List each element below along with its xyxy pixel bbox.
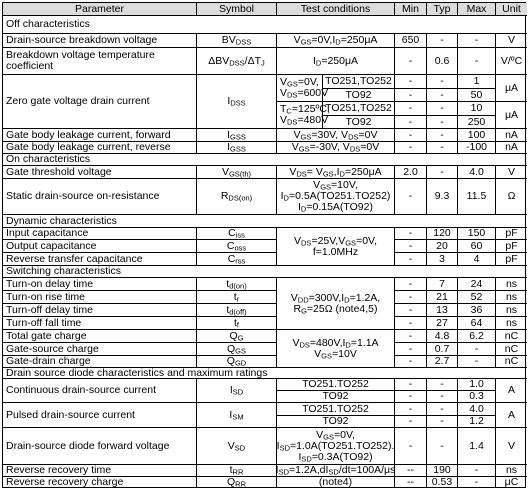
min-vsd: - <box>395 428 427 465</box>
typ-idss-3: - <box>427 102 458 116</box>
max-bvdss: - <box>458 34 496 48</box>
header-unit: Unit <box>496 3 527 16</box>
min-coss: - <box>395 240 427 253</box>
formatted-text: $V_{GS}=-30V$, $V_{DS}=0V$ <box>291 141 380 154</box>
formatted-text: (note4) <box>318 476 353 488</box>
typ-tdon: 7 <box>427 278 458 291</box>
header-min: Min <box>395 3 427 16</box>
param-reverse-recovery-time: Reverse recovery time <box>3 465 197 477</box>
min-rdson: - <box>395 179 427 215</box>
param-diode-forward-voltage: Drain-source diode forward voltage <box>3 428 197 465</box>
param-gate-leakage-reverse: Gate body leakage current, reverse <box>3 142 197 154</box>
param-breakdown-temp-coeff: Breakdown voltage temperature coefficient <box>3 48 197 75</box>
max-idss-2: 50 <box>458 89 496 102</box>
condition-vsd <box>277 428 395 465</box>
formatted-text: $I_{SM}$ <box>229 408 244 421</box>
typ-coss: 20 <box>427 240 458 253</box>
min-idss-4: - <box>395 116 427 129</box>
max-igss-reverse: -100 <box>458 142 496 154</box>
header-parameter: Parameter <box>3 3 197 16</box>
param-input-capacitance: Input capacitance <box>3 228 197 240</box>
formatted-text: $Q_G$ <box>229 329 244 342</box>
formatted-text: $V_{GS}=30V$, $V_{DS}=0V$ <box>293 128 378 141</box>
param-gate-source-charge: Gate-source charge <box>3 343 197 356</box>
package-idss-1: TO251,TO252 <box>323 75 395 89</box>
max-trr: - <box>458 465 496 477</box>
unit-tdoff: ns <box>496 304 527 317</box>
package-ism-2: TO92 <box>277 416 395 428</box>
section-diode-characteristics: Drain source diode characteristics and maximum ratings <box>3 368 527 379</box>
symbol-crss <box>197 253 277 266</box>
section-on-characteristics: On characteristics <box>3 154 527 166</box>
condition-idss-hot <box>277 102 330 129</box>
formatted-text: $t_r$ <box>233 290 240 303</box>
symbol-coss <box>197 240 277 253</box>
formatted-text: $C_{iss}$ <box>228 227 245 240</box>
param-breakdown-voltage: Drain-source breakdown voltage <box>3 34 197 48</box>
typ-tf: 27 <box>427 317 458 330</box>
max-tr: 52 <box>458 291 496 304</box>
typ-qgd: 2.7 <box>427 356 458 368</box>
unit-qgs: nC <box>496 343 527 356</box>
min-ism-1: - <box>395 403 427 416</box>
unit-vgsth: V <box>496 166 527 179</box>
min-vgsth: 2.0 <box>395 166 427 179</box>
param-rdson: Static drain-source on-resistance <box>3 179 197 215</box>
min-idss-2: - <box>395 89 427 102</box>
typ-qgs: 0.7 <box>427 343 458 356</box>
symbol-trr <box>197 465 277 477</box>
electrical-characteristics-table <box>2 2 526 488</box>
formatted-text: $V_{DD}=300V,I_D=1.2A$, $R_G=25\Omega$ (note4,5) <box>290 291 381 315</box>
formatted-text: $C_{oss}$ <box>226 239 247 252</box>
param-turn-on-delay: Turn-on delay time <box>3 278 197 291</box>
condition-switching <box>277 278 395 330</box>
typ-ism-2: - <box>427 416 458 428</box>
unit-idss-hot: μA <box>496 102 527 129</box>
unit-igss-reverse: nA <box>496 142 527 154</box>
unit-idss-room: μA <box>496 75 527 102</box>
formatted-text: $Q_{RR}$ <box>226 476 246 489</box>
unit-tr: ns <box>496 291 527 304</box>
unit-trr: ns <box>496 465 527 477</box>
formatted-text: $t_{RR}$ <box>229 464 244 477</box>
package-ism-1: TO251.TO252 <box>277 403 395 416</box>
symbol-qgs <box>197 343 277 356</box>
unit-bvtc: V/ºC <box>496 48 527 75</box>
unit-ism: A <box>496 403 527 428</box>
min-ism-2: - <box>395 416 427 428</box>
param-pulsed-current: Pulsed drain-source current <box>3 403 197 428</box>
param-turn-off-delay: Turn-off delay time <box>3 304 197 317</box>
formatted-text: $V_{GS(th)}$ <box>221 165 252 178</box>
formatted-text: $I_D=250\mu A$ <box>312 54 359 67</box>
param-reverse-transfer-capacitance: Reverse transfer capacitance <box>3 253 197 266</box>
typ-tr: 21 <box>427 291 458 304</box>
param-total-gate-charge: Total gate charge <box>3 330 197 343</box>
min-igss-forward: - <box>395 129 427 142</box>
max-vgsth: 4.0 <box>458 166 496 179</box>
max-tf: 64 <box>458 317 496 330</box>
max-qgs: - <box>458 343 496 356</box>
symbol-tdoff <box>197 304 277 317</box>
typ-idss-2: - <box>427 89 458 102</box>
max-qgd: - <box>458 356 496 368</box>
max-ism-1: 4.0 <box>458 403 496 416</box>
typ-bvdss: - <box>427 34 458 48</box>
formatted-text: $I_{SD}$ <box>229 384 244 397</box>
symbol-isd <box>197 379 277 403</box>
unit-qgd: nC <box>496 356 527 368</box>
max-isd-1: 1.0 <box>458 379 496 391</box>
max-rdson: 11.5 <box>458 179 496 215</box>
typ-igss-reverse: - <box>427 142 458 154</box>
typ-bvtc: 0.6 <box>427 48 458 75</box>
condition-capacitance <box>277 228 395 266</box>
package-idss-4: TO92 <box>323 116 395 129</box>
symbol-tdon <box>197 278 277 291</box>
symbol-bvtc <box>197 48 277 75</box>
max-idss-1: 1 <box>458 75 496 89</box>
section-switching-characteristics: Switching characteristics <box>3 266 527 278</box>
min-bvdss: 650 <box>395 34 427 48</box>
typ-ism-1: - <box>427 403 458 416</box>
formatted-text: $V_{GS}=0V,I_D=250\mu A$ <box>293 34 378 47</box>
package-idss-2: TO92 <box>323 89 395 102</box>
symbol-tr <box>197 291 277 304</box>
unit-ciss: pF <box>496 228 527 240</box>
package-isd-2: TO92 <box>277 391 395 403</box>
unit-isd: A <box>496 379 527 403</box>
unit-bvdss: V <box>496 34 527 48</box>
typ-crss: 3 <box>427 253 458 266</box>
min-idss-3: - <box>395 102 427 116</box>
min-trr: -- <box>395 465 427 477</box>
condition-gate-charge <box>277 330 395 368</box>
typ-idss-1: - <box>427 75 458 89</box>
min-igss-reverse: - <box>395 142 427 154</box>
param-gate-leakage-forward: Gate body leakage current, forward <box>3 129 197 142</box>
max-ciss: 150 <box>458 228 496 240</box>
symbol-rdson <box>197 179 277 215</box>
symbol-tf <box>197 317 277 330</box>
max-vsd: 1.4 <box>458 428 496 465</box>
param-reverse-recovery-charge: Reverse recovery charge <box>3 477 197 488</box>
condition-igss-reverse <box>277 142 395 154</box>
typ-vsd: - <box>427 428 458 465</box>
section-off-characteristics: Off characteristics <box>3 16 527 34</box>
formatted-text: $I_{GSS}$ <box>227 141 246 154</box>
min-tdon: - <box>395 278 427 291</box>
unit-coss: pF <box>496 240 527 253</box>
min-tr: - <box>395 291 427 304</box>
param-gate-threshold: Gate threshold voltage <box>3 166 197 179</box>
typ-isd-1: - <box>427 379 458 391</box>
formatted-text: $BV_{DSS}$ <box>221 34 252 47</box>
formatted-text: $V_{DS}=25V,V_{GS}=0V$, f=1.0MHz <box>294 234 377 258</box>
max-tdoff: 36 <box>458 304 496 317</box>
max-idss-3: 10 <box>458 102 496 116</box>
min-qg: - <box>395 330 427 343</box>
formatted-text: $V_{DS}= V_{GS},I_D=250\mu A$ <box>289 165 382 178</box>
min-bvtc: - <box>395 48 427 75</box>
formatted-text: $t_f$ <box>233 316 239 329</box>
min-isd-1: - <box>395 379 427 391</box>
condition-idss-room <box>277 75 329 102</box>
formatted-text: $I_{SD}=1.2A,dI_{SD}/dt=100A/\mu s$ <box>275 464 396 477</box>
condition-qrr <box>277 477 395 488</box>
max-qrr: - <box>458 477 496 488</box>
condition-bvtc <box>277 48 395 75</box>
param-gate-drain-charge: Gate-drain charge <box>3 356 197 368</box>
formatted-text: $R_{DS(on)}$ <box>220 190 253 203</box>
formatted-text: $V_{GS}=0V$, $I_{SD}=1.0A(TO251.TO252)$. $I_{SD}=0.3A(TO92)$ <box>276 428 395 463</box>
unit-igss-forward: nA <box>496 129 527 142</box>
symbol-bvdss <box>197 34 277 48</box>
symbol-vsd <box>197 428 277 465</box>
typ-qg: 4.8 <box>427 330 458 343</box>
param-turn-off-fall: Turn-off fall time <box>3 317 197 330</box>
max-idss-4: 250 <box>458 116 496 129</box>
typ-qrr: 0.53 <box>427 477 458 488</box>
typ-vgsth: - <box>427 166 458 179</box>
param-output-capacitance: Output capacitance <box>3 240 197 253</box>
symbol-idss <box>197 75 277 129</box>
symbol-ciss <box>197 228 277 240</box>
unit-crss: pF <box>496 253 527 266</box>
package-idss-3: TO251,TO252 <box>323 102 395 116</box>
condition-vgsth <box>277 166 395 179</box>
header-typ: Typ <box>427 3 458 16</box>
min-isd-2: - <box>395 391 427 403</box>
header-symbol: Symbol <box>197 3 277 16</box>
symbol-qg <box>197 330 277 343</box>
min-qgs: - <box>395 343 427 356</box>
symbol-vgsth <box>197 166 277 179</box>
header-max: Max <box>458 3 496 16</box>
typ-idss-4: - <box>427 116 458 129</box>
formatted-text: $I_{GSS}$ <box>227 128 246 141</box>
unit-qrr: μC <box>504 476 519 488</box>
formatted-text: $Q_{GD}$ <box>226 355 247 368</box>
formatted-text: $C_{rss}$ <box>227 252 246 265</box>
min-crss: - <box>395 253 427 266</box>
min-ciss: - <box>395 228 427 240</box>
symbol-qrr <box>197 477 277 488</box>
max-ism-2: 1.2 <box>458 416 496 428</box>
formatted-text: $V_{GS}=10V$, $I_D=0.5A(TO251.TO252)$ $I_D=0.15A(TO92)$ <box>280 179 391 214</box>
min-tf: - <box>395 317 427 330</box>
max-isd-2: 0.3 <box>458 391 496 403</box>
formatted-text: $t_{d(on)}$ <box>226 277 247 290</box>
formatted-text: $Q_{GS}$ <box>226 342 246 355</box>
formatted-text: $\Delta BV_{DSS}/\Delta T_J$ <box>208 54 265 67</box>
param-turn-on-rise: Turn-on rise time <box>3 291 197 304</box>
typ-trr: 190 <box>427 465 458 477</box>
condition-rdson <box>277 179 395 215</box>
symbol-igss-reverse <box>197 142 277 154</box>
max-bvtc: - <box>458 48 496 75</box>
unit-tdon: ns <box>496 278 527 291</box>
formatted-text: $V_{DS}=480V,I_D=1.1A$ $V_{GS}=10V$ <box>292 336 379 360</box>
package-isd-1: TO251.TO252 <box>277 379 395 391</box>
formatted-text: $I_{DSS}$ <box>227 95 246 108</box>
max-igss-forward: 100 <box>458 129 496 142</box>
min-qgd: - <box>395 356 427 368</box>
min-idss-1: - <box>395 75 427 89</box>
max-tdon: 24 <box>458 278 496 291</box>
param-continuous-current: Continuous drain-source current <box>3 379 197 403</box>
min-qrr: -- <box>395 477 427 488</box>
max-qg: 6.2 <box>458 330 496 343</box>
max-crss: 4 <box>458 253 496 266</box>
formatted-text: $V_{SD}$ <box>227 439 246 452</box>
param-zero-gate-drain-current: Zero gate voltage drain current <box>3 75 197 129</box>
formatted-text: $T_C=125ºC$, $V_{DS}=480V$ <box>280 103 330 127</box>
max-coss: 60 <box>458 240 496 253</box>
section-dynamic-characteristics: Dynamic characteristics <box>3 215 527 228</box>
min-tdoff: - <box>395 304 427 317</box>
typ-rdson: 9.3 <box>427 179 458 215</box>
symbol-igss-forward <box>197 129 277 142</box>
typ-ciss: 120 <box>427 228 458 240</box>
unit-tf: ns <box>496 317 527 330</box>
condition-bvdss <box>277 34 395 48</box>
unit-rdson: Ω <box>496 179 527 215</box>
formatted-text: $V_{GS}=0V$, $V_{DS}=600V$ <box>280 76 329 100</box>
symbol-ism <box>197 403 277 428</box>
typ-isd-2: - <box>427 391 458 403</box>
typ-igss-forward: - <box>427 129 458 142</box>
typ-tdoff: 13 <box>427 304 458 317</box>
header-test-conditions: Test conditions <box>277 3 395 16</box>
unit-vsd: V <box>496 428 527 465</box>
formatted-text: $t_{d(off)}$ <box>226 303 247 316</box>
unit-qg: nC <box>496 330 527 343</box>
